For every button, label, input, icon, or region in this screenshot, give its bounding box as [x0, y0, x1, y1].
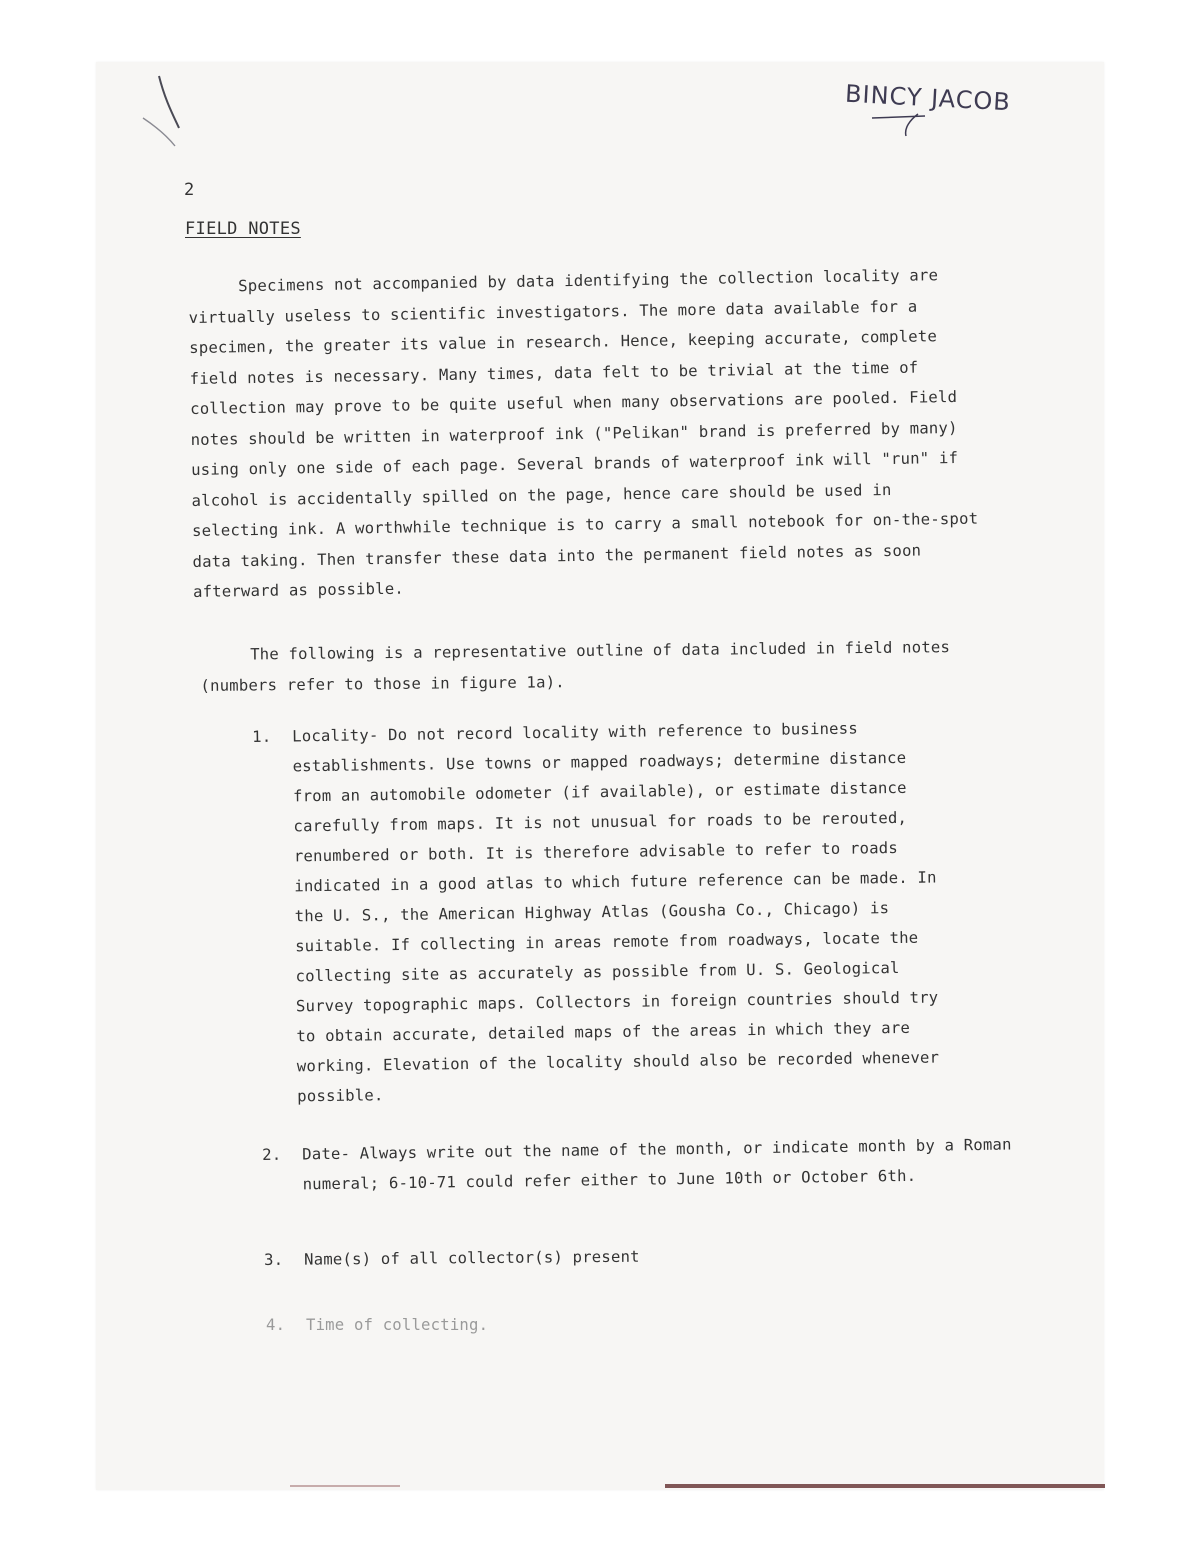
- outline-paragraph: The following is a representative outline of data included in field notes (numbers refer to those in figure 1a).: [200, 638, 951, 695]
- bottom-edge-mark-right: [665, 1484, 1105, 1488]
- list-item-number: 4.: [266, 1316, 286, 1334]
- list-item-text: Name(s) of all collector(s) present: [304, 1247, 640, 1269]
- list-item: [252, 712, 957, 1112]
- list-item: [264, 1240, 864, 1275]
- signature-underline: [870, 110, 950, 140]
- handwritten-signature: BINCY JACOB: [844, 79, 1012, 117]
- list-item-text: Locality- Do not record locality with reference to business establishments. Use towns or mapped roadways; determine distance from an automobile odometer (if available), or estimate distance carefully from maps. It is not unusual for roads to be rerouted, renumbered or both. It is therefore advisable to refer to roads indicated in a good atlas to which future reference can be made. In the U. S., the American Highway Atlas (Gousha Co., Chicago) is suitable. If collecting in areas remote from roadways, locate the collecting site as accurately as possible from U. S. Geological Survey topographic maps. Collectors in foreign countries should try to obtain accurate, detailed maps of the areas in which they are working. Elevation of the locality should also be recorded whenever possible.: [292, 719, 940, 1106]
- section-heading: FIELD NOTES: [185, 219, 301, 239]
- intro-paragraph: Specimens not accompanied by data identifying the collection locality are virtually useless to scientific investigators. The more data available for a specimen, the greater its value in research. Hence, keeping accurate, complete field notes is necessary. Many times, data felt to be trivial at the time of collection may prove to be quite useful when many observations are pooled. Field notes should be written in waterproof ink ("Pelikan" brand is preferred by many) using only one side of each page. Several brands of waterproof ink will "run" if alcohol is accidentally spilled on the page, hence care should be used in selecting ink. A worthwhile technique is to carry a small notebook for on-the-spot data taking. Then transfer these data into the permanent field notes as soon afterward as possible.: [188, 266, 979, 601]
- list-item-text: Date- Always write out the name of the month, or indicate month by a Roman numeral; 6-10-71 could refer either to June 10th or October 6th.: [302, 1135, 1012, 1194]
- page-number: 2: [184, 180, 195, 200]
- bottom-edge-mark-left: [290, 1485, 400, 1487]
- list-item: [266, 1310, 866, 1340]
- list-item-number: 3.: [264, 1250, 284, 1269]
- list-item: [262, 1129, 1023, 1200]
- list-item-text: Time of collecting.: [306, 1316, 489, 1334]
- list-item-number: 2.: [262, 1145, 282, 1164]
- list-item-number: 1.: [252, 727, 272, 746]
- pen-check-mark: [135, 70, 195, 160]
